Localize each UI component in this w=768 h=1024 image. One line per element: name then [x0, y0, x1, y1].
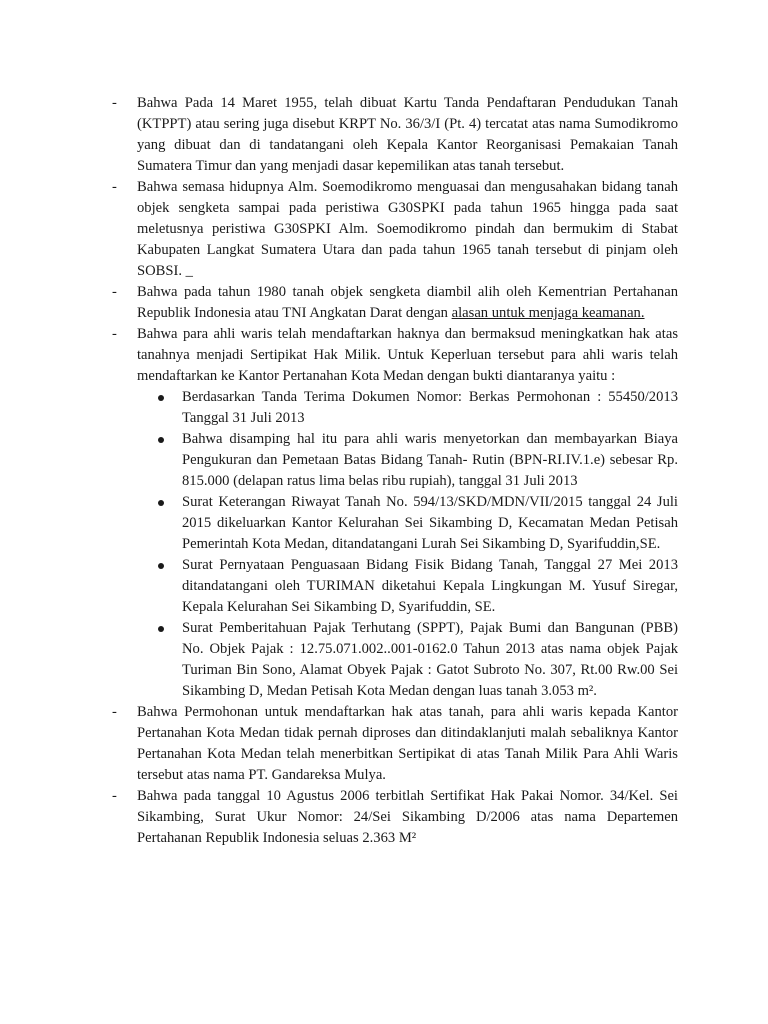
bullet-text: Surat Keterangan Riwayat Tanah No. 594/13/SKD/MDN/VII/2015 tanggal 24 Juli 2015 dikeluarkan Kantor Kelurahan Sei Sikambing D, Kecamatan Medan Petisah Pemerintah Kota Medan, ditandatangani Lurah Sei Sikambing D, Syarifuddin,SE. — [182, 494, 678, 552]
dash-marker: - — [112, 95, 117, 111]
bullet-dot-icon — [158, 395, 164, 401]
list-item — [112, 702, 678, 786]
list-item — [112, 93, 678, 177]
paragraph-text: Bahwa para ahli waris telah mendaftarkan haknya dan bermaksud meningkatkan hak atas tanahnya menjadi Sertipikat Hak Milik. Untuk Keperluan tersebut para ahli waris telah mendaftarkan ke Kantor Pertanahan Kota Medan dengan bukti diantaranya yaitu : — [137, 326, 678, 384]
bullet-dot-icon — [158, 437, 164, 443]
bullet-text: Surat Pernyataan Penguasaan Bidang Fisik Bidang Tanah, Tanggal 27 Mei 2013 ditandatangani oleh TURIMAN diketahui Kepala Lingkungan M. Yusuf Siregar, Kepala Kelurahan Sei Sikambing D, Syarifuddin, SE. — [182, 557, 678, 615]
paragraph-text — [137, 282, 678, 324]
bullet-text: Berdasarkan Tanda Terima Dokumen Nomor: Berkas Permohonan : 55450/2013 Tanggal 31 Juli 2013 — [182, 389, 678, 426]
dash-list — [112, 93, 678, 849]
bullet-dot-icon — [158, 563, 164, 569]
dash-marker: - — [112, 788, 117, 804]
bullet-item — [137, 387, 678, 429]
dash-marker: - — [112, 284, 117, 300]
bullet-dot-icon — [158, 626, 164, 632]
bullet-item — [137, 555, 678, 618]
list-item — [112, 177, 678, 282]
bullet-list — [137, 387, 678, 702]
paragraph-text: Bahwa semasa hidupnya Alm. Soemodikromo menguasai dan mengusahakan bidang tanah objek sengketa sampai pada peristiwa G30SPKI pada tahun 1965 hingga pada saat meletusnya peristiwa G30SPKI Alm. Soemodikromo pindah dan bermukim di Stabat Kabupaten Langkat Sumatera Utara dan pada tahun 1965 tanah tersebut di pinjam oleh SOBSI. _ — [137, 179, 678, 279]
bullet-dot-icon — [158, 500, 164, 506]
paragraph-text: Bahwa pada tanggal 10 Agustus 2006 terbitlah Sertifikat Hak Pakai Nomor. 34/Kel. Sei Sikambing, Surat Ukur Nomor: 24/Sei Sikambing D/2006 atas nama Departemen Pertahanan Republik Indonesia seluas 2.363 M² — [137, 788, 678, 846]
bullet-text: Surat Pemberitahuan Pajak Terhutang (SPPT), Pajak Bumi dan Bangunan (PBB) No. Objek Pajak : 12.75.071.002..001-0162.0 Tahun 2013 atas nama objek Pajak Turiman Bin Sono, Alamat Obyek Pajak : Gatot Subroto No. 307, Rt.00 Rw.00 Sei Sikambing D, Medan Petisah Kota Medan dengan luas tanah 3.053 m². — [182, 620, 678, 699]
bullet-item — [137, 492, 678, 555]
list-item — [112, 282, 678, 324]
bullet-text: Bahwa disamping hal itu para ahli waris menyetorkan dan membayarkan Biaya Pengukuran dan Pemetaan Batas Bidang Tanah- Rutin (BPN-RI.IV.1.e) sebesar Rp. 815.000 (delapan ratus lima belas ribu rupiah), tanggal 31 Juli 2013 — [182, 431, 678, 489]
paragraph-text-plain: Bahwa pada tahun 1980 tanah objek sengketa diambil alih oleh Kementrian Pertahanan Republik Indonesia atau TNI Angkatan Darat dengan — [137, 284, 678, 321]
underlined-text: alasan untuk menjaga keamanan. — [451, 305, 645, 321]
bullet-item — [137, 429, 678, 492]
dash-marker: - — [112, 326, 117, 342]
list-item — [112, 324, 678, 702]
paragraph-text: Bahwa Permohonan untuk mendaftarkan hak atas tanah, para ahli waris kepada Kantor Pertanahan Kota Medan tidak pernah diproses dan ditindaklanjuti malah sebaliknya Kantor Pertanahan Kota Medan telah menerbitkan Sertipikat di atas Tanah Milik Para Ahli Waris tersebut atas nama PT. Gandareksa Mulya. — [137, 704, 678, 783]
paragraph-text: Bahwa Pada 14 Maret 1955, telah dibuat Kartu Tanda Pendaftaran Pendudukan Tanah (KTPPT) atau sering juga disebut KRPT No. 36/3/I (Pt. 4) tercatat atas nama Sumodikromo yang dibuat dan di tandatangani oleh Kepala Kantor Reorganisasi Pemakaian Tanah Sumatera Timur dan yang menjadi dasar kepemilikan atas tanah tersebut. — [137, 95, 678, 174]
dash-marker: - — [112, 179, 117, 195]
list-item — [112, 786, 678, 849]
bullet-item — [137, 618, 678, 702]
dash-marker: - — [112, 704, 117, 720]
